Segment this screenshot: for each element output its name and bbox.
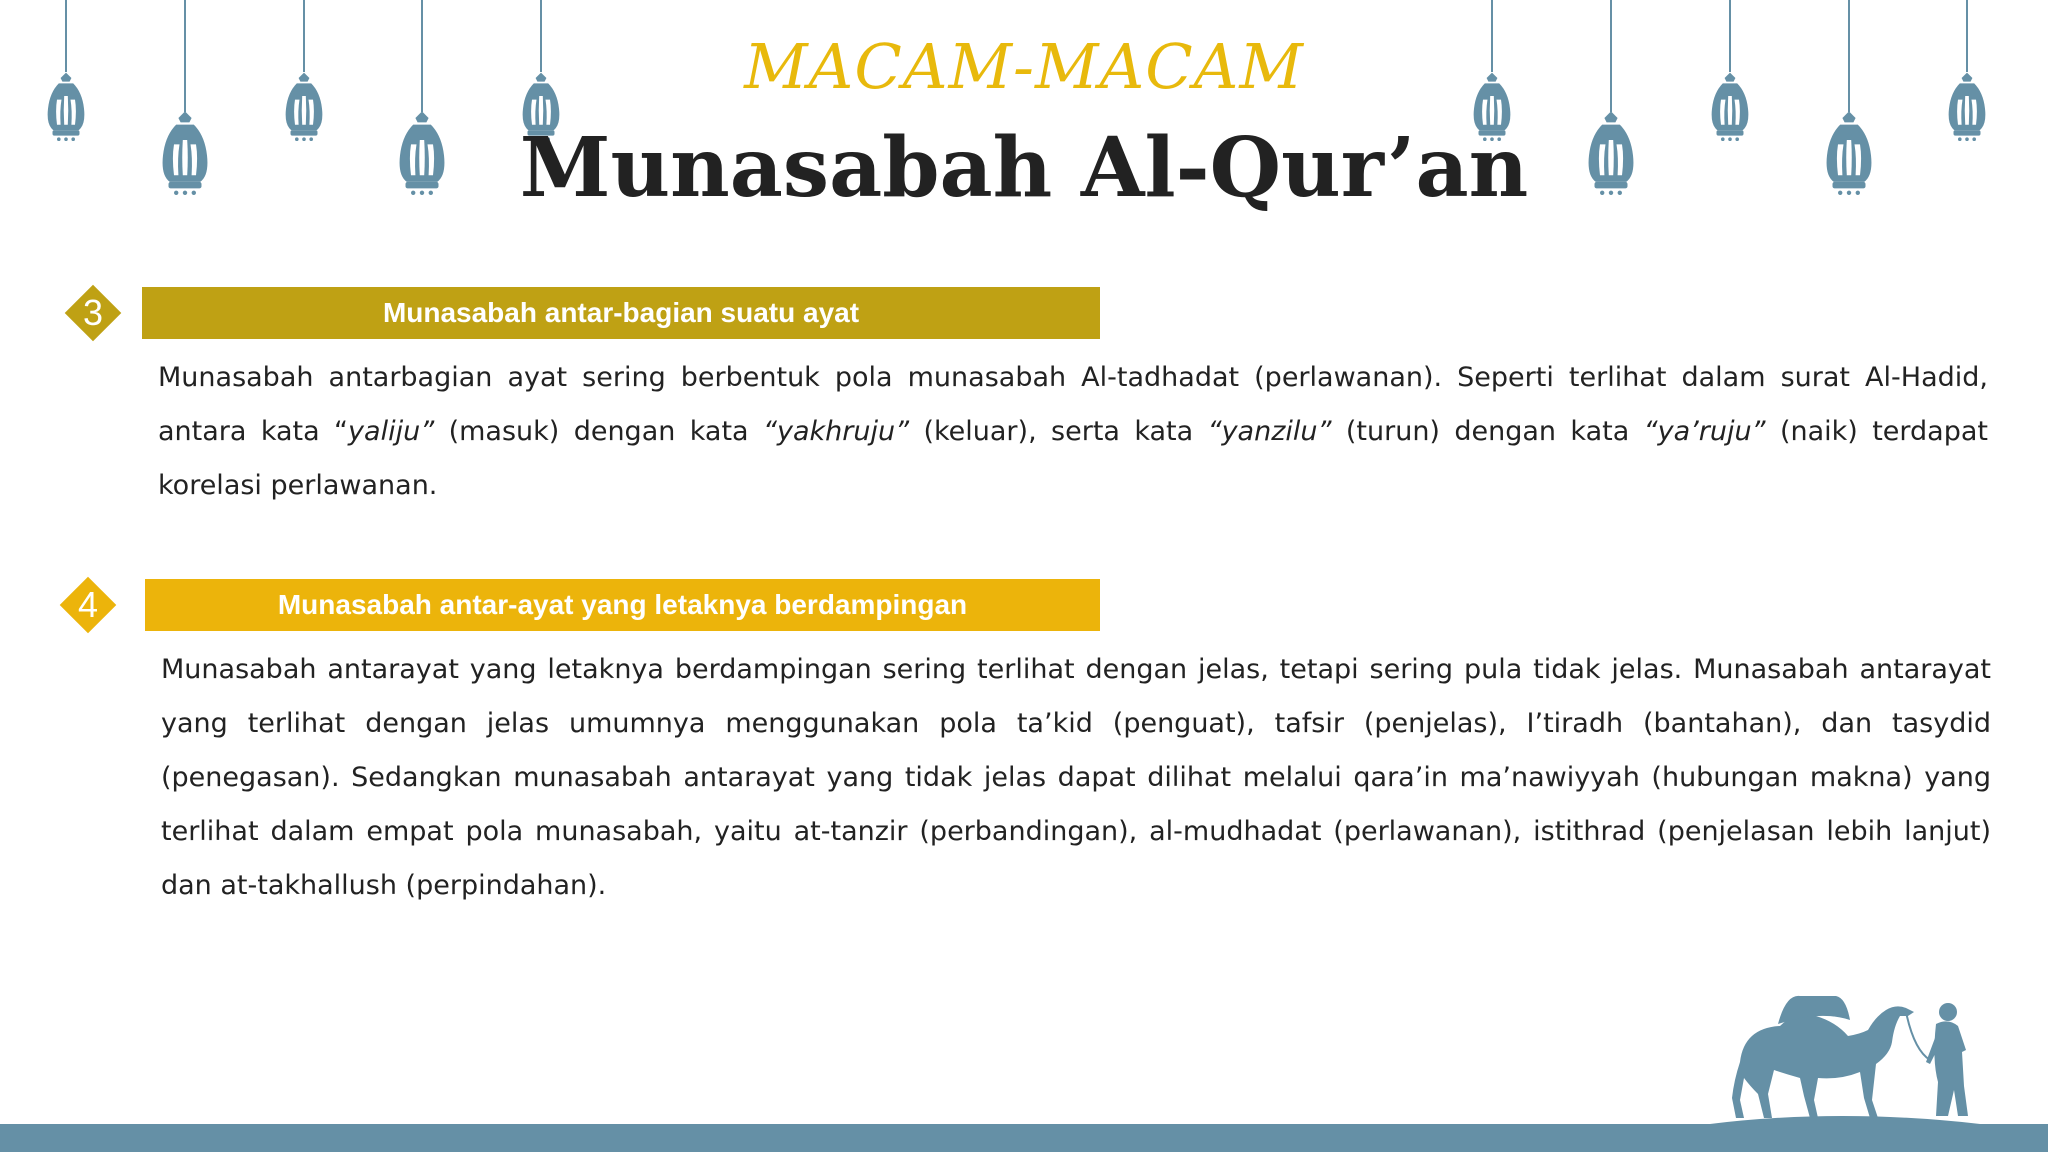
body-text: (turun) dengan kata	[1331, 416, 1644, 447]
camel-rider-icon	[1700, 990, 1980, 1126]
section-number: 3	[82, 292, 104, 333]
body-text: (naik) terdapat korelasi perlawanan.	[158, 416, 1988, 501]
section-body	[161, 643, 1991, 913]
footer-bar	[0, 1124, 2048, 1152]
section-heading-bar: Munasabah antar-bagian suatu ayat	[142, 287, 1100, 339]
italic-term: “yanzilu”	[1207, 416, 1332, 447]
italic-term: yaliju”	[348, 416, 435, 447]
body-text: (masuk) dengan kata	[434, 416, 763, 447]
slide-subtitle: MACAM-MACAM	[744, 30, 1304, 103]
section-body	[158, 351, 1988, 513]
section-heading-bar: Munasabah antar-ayat yang letaknya berdampingan	[145, 579, 1100, 631]
body-text: (keluar), serta kata	[909, 416, 1208, 447]
body-text: Munasabah antarayat yang letaknya berdampingan sering terlihat dengan jelas, tetapi sering pula tidak jelas. Munasabah antarayat yang terlihat dengan jelas umumnya menggunakan pola ta’kid (penguat), tafsir (penjelas), I’tiradh (bantahan), dan tasydid (penegasan). Sedangkan munasabah antarayat yang tidak jelas dapat dilihat melalui qara’in ma’nawiyyah (hubungan makna) yang terlihat dalam empat pola munasabah, yaitu at-tanzir (perbandingan), al-mudhadat (perlawanan), istithrad (penjelasan lebih lanjut) dan at-takhallush (perpindahan).	[161, 654, 1991, 901]
italic-term: “yakhruju”	[762, 416, 910, 447]
body-text: Munasabah antarbagian ayat sering berbentuk pola munasabah Al-tadhadat (perlawanan). Seperti terlihat dalam surat Al-Hadid, antara kata “	[158, 362, 1988, 447]
section-number: 4	[77, 584, 99, 625]
slide-title: Munasabah Al-Qur’an	[519, 120, 1529, 216]
italic-term: “ya’ruju”	[1643, 416, 1766, 447]
